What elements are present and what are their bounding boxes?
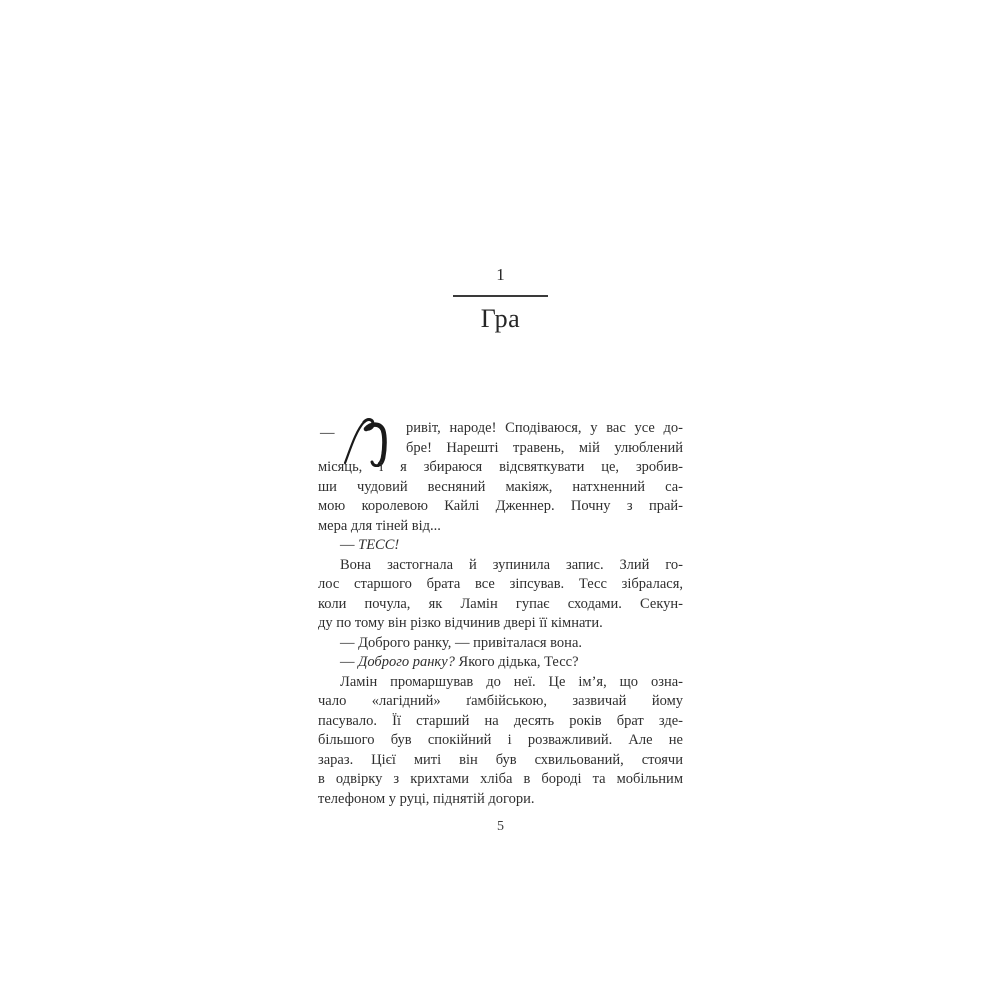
dialogue-dash: — bbox=[340, 654, 359, 670]
paragraph bbox=[318, 634, 683, 654]
chapter-heading bbox=[318, 266, 683, 334]
text-line: ши чудовий весняний макіяж, натхненний са- bbox=[318, 478, 683, 495]
text-line: в одвірку з крихтами хліба в бороді та мобільним bbox=[318, 771, 683, 787]
paragraph bbox=[318, 536, 683, 556]
paragraph bbox=[318, 556, 683, 634]
dialogue-dash: — bbox=[340, 537, 359, 553]
page-number: 5 bbox=[497, 819, 504, 834]
dropcap-dash: — bbox=[320, 425, 335, 441]
text-line: зараз. Цієї миті він був схвильований, стоячи bbox=[318, 751, 683, 768]
text-line: ду по тому він різко відчинив двері її кімнати. bbox=[318, 615, 603, 631]
dialogue-emphasis: ТЕСС! bbox=[358, 537, 400, 553]
chapter-rule bbox=[453, 295, 548, 297]
body-text bbox=[318, 419, 683, 809]
text-line: Ламін промаршував до неї. Це ім’я, що озна- bbox=[340, 673, 683, 690]
text-line: телефоном у руці, піднятій догори. bbox=[318, 790, 535, 807]
text-line bbox=[318, 536, 683, 556]
text-line: ривіт, народе! Сподіваюся, у вас усе до- bbox=[406, 420, 683, 436]
text-line: більшого був спокійний і розважливий. Але не bbox=[318, 732, 683, 748]
dropcap bbox=[318, 419, 406, 458]
dialogue-rest: Якого дідька, Тесс? bbox=[454, 654, 579, 670]
chapter-number: 1 bbox=[496, 265, 505, 284]
text-line: місяць, і я збираюся відсвяткувати це, зробив- bbox=[318, 459, 683, 475]
text-line: пасувало. Її старший на десять років брат зде- bbox=[318, 712, 683, 729]
chapter-title: Гра bbox=[480, 304, 521, 333]
text-line: мою королевою Кайлі Дженнер. Почну з прай- bbox=[318, 498, 683, 514]
paragraph bbox=[318, 673, 683, 810]
text-line bbox=[318, 653, 683, 673]
dialogue-emphasis: Доброго ранку? bbox=[358, 654, 455, 670]
text-line: лос старшого брата все зіпсував. Тесс зібралася, bbox=[318, 576, 683, 592]
text-line: мера для тіней від... bbox=[318, 517, 441, 534]
text-line: Вона застогнала й зупинила запис. Злий го- bbox=[340, 556, 683, 573]
text-line: — Доброго ранку, — привіталася вона. bbox=[340, 634, 583, 651]
text-line: коли почула, як Ламін гупає сходами. Секун- bbox=[318, 595, 683, 612]
text-line: бре! Нарешті травень, мій улюблений bbox=[406, 439, 683, 456]
text-line: чало «лагідний» ґамбійською, зазвичай йому bbox=[318, 693, 683, 709]
paragraph bbox=[318, 419, 683, 536]
paragraph bbox=[318, 653, 683, 673]
